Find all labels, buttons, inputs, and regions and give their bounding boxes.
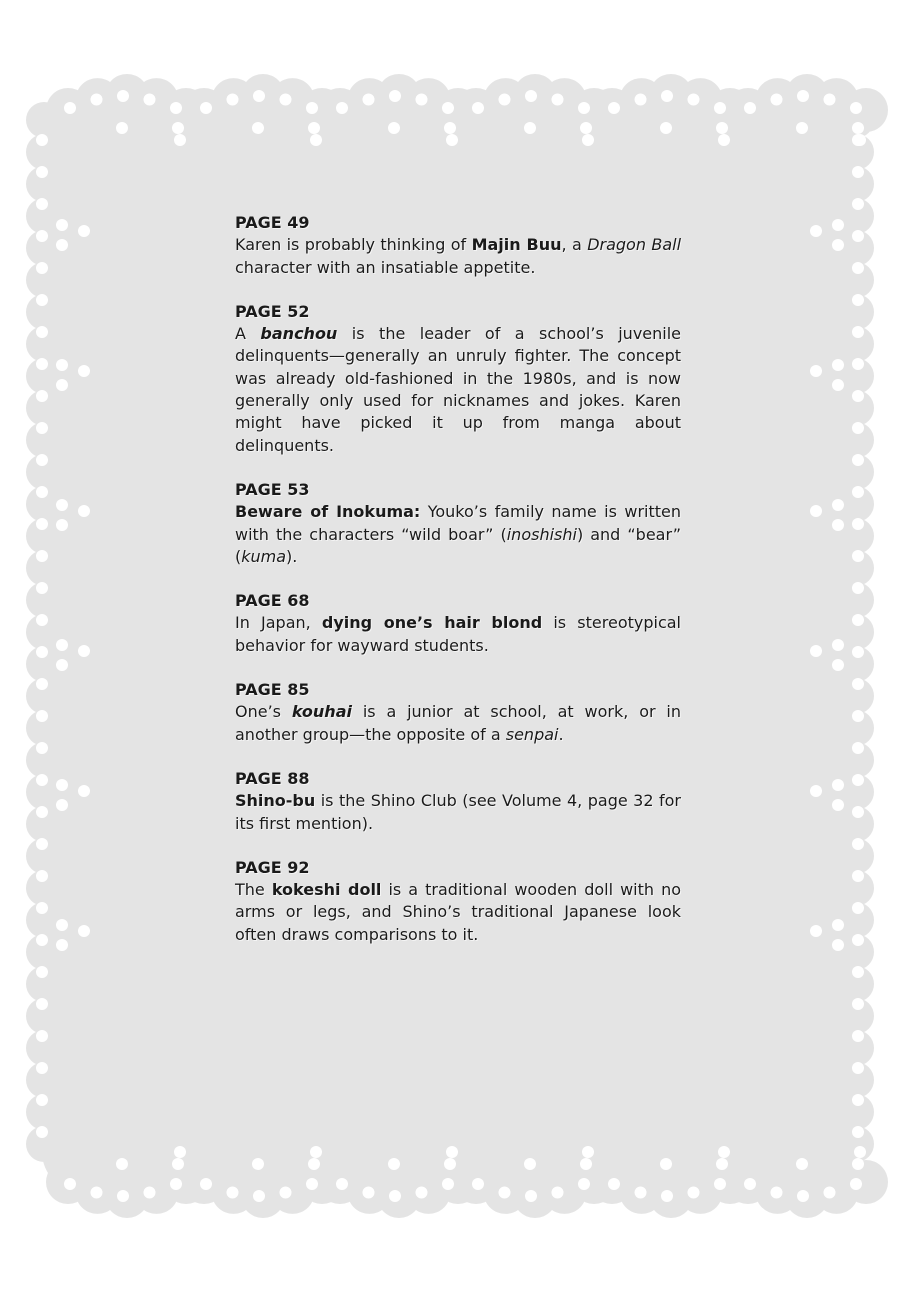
lace-eyelet bbox=[716, 122, 728, 134]
lace-eyelet bbox=[36, 198, 48, 210]
note-text-run: character with an insatiable appetite. bbox=[235, 257, 536, 277]
translation-notes bbox=[235, 212, 681, 968]
lace-eyelet bbox=[36, 614, 48, 626]
lace-eyelet bbox=[832, 219, 844, 231]
lace-eyelet bbox=[797, 90, 809, 102]
note-entry bbox=[235, 679, 681, 746]
note-text-run: is a traditional wooden doll with no arms or legs, and Shino’s traditional Japanese look often draws comparisons to it. bbox=[235, 880, 682, 944]
lace-eyelet bbox=[852, 1062, 864, 1074]
lace-eyelet bbox=[852, 1126, 864, 1138]
note-text bbox=[235, 234, 681, 279]
lace-eyelet bbox=[852, 934, 864, 946]
lace-eyelet bbox=[854, 1146, 866, 1158]
note-text bbox=[235, 501, 681, 568]
lace-eyelet bbox=[852, 166, 864, 178]
lace-eyelet bbox=[832, 919, 844, 931]
note-text-run: The bbox=[235, 880, 272, 900]
note-text-run: is the Shino Club (see Volume 4, page 32 for its first mention). bbox=[235, 791, 681, 833]
lace-eyelet bbox=[852, 198, 864, 210]
lace-eyelet bbox=[832, 499, 844, 511]
lace-eyelet bbox=[446, 134, 458, 146]
lace-eyelet bbox=[64, 102, 76, 114]
lace-eyelet bbox=[36, 742, 48, 754]
lace-eyelet bbox=[310, 134, 322, 146]
note-page-heading: PAGE 53 bbox=[235, 479, 310, 499]
lace-eyelet bbox=[308, 122, 320, 134]
lace-eyelet bbox=[688, 1186, 700, 1198]
lace-eyelet bbox=[552, 94, 564, 106]
lace-eyelet bbox=[852, 294, 864, 306]
lace-eyelet bbox=[78, 645, 90, 657]
lace-eyelet bbox=[660, 1158, 672, 1170]
lace-eyelet bbox=[116, 1158, 128, 1170]
note-text-run: Dragon Ball bbox=[587, 235, 682, 255]
lace-eyelet bbox=[852, 774, 864, 786]
lace-eyelet bbox=[852, 230, 864, 242]
lace-eyelet bbox=[444, 122, 456, 134]
note-text bbox=[235, 612, 681, 657]
note-page-heading: PAGE 68 bbox=[235, 591, 310, 611]
lace-eyelet bbox=[771, 1186, 783, 1198]
lace-eyelet bbox=[832, 779, 844, 791]
lace-eyelet bbox=[810, 785, 822, 797]
lace-eyelet bbox=[36, 870, 48, 882]
lace-eyelet bbox=[36, 294, 48, 306]
note-text-run: ) and “bear” ( bbox=[235, 524, 682, 566]
lace-eyelet bbox=[172, 122, 184, 134]
lace-eyelet bbox=[36, 486, 48, 498]
note-text-run: senpai bbox=[505, 724, 559, 744]
note-text-run: In Japan, bbox=[235, 613, 322, 633]
lace-eyelet bbox=[56, 519, 68, 531]
lace-eyelet bbox=[36, 134, 48, 146]
lace-eyelet bbox=[36, 774, 48, 786]
lace-eyelet bbox=[36, 326, 48, 338]
lace-eyelet bbox=[56, 359, 68, 371]
lace-eyelet bbox=[832, 659, 844, 671]
note-text-run: dying one’s hair blond bbox=[321, 613, 543, 633]
lace-eyelet bbox=[253, 90, 265, 102]
note-text-run: , a bbox=[561, 235, 588, 255]
lace-eyelet bbox=[56, 779, 68, 791]
lace-eyelet bbox=[578, 1178, 590, 1190]
lace-eyelet bbox=[832, 379, 844, 391]
lace-eyelet bbox=[852, 262, 864, 274]
lace-eyelet bbox=[56, 379, 68, 391]
lace-eyelet bbox=[714, 102, 726, 114]
note-text-run: Beware of Inokuma: bbox=[235, 502, 421, 522]
lace-eyelet bbox=[832, 939, 844, 951]
lace-eyelet bbox=[36, 166, 48, 178]
note-text-run: A bbox=[235, 324, 261, 344]
lace-eyelet bbox=[36, 230, 48, 242]
lace-eyelet bbox=[36, 262, 48, 274]
note-page-heading: PAGE 88 bbox=[235, 768, 310, 788]
lace-eyelet bbox=[91, 94, 103, 106]
lace-eyelet bbox=[852, 838, 864, 850]
lace-eyelet bbox=[852, 134, 864, 146]
note-text-run: Majin Buu bbox=[471, 235, 562, 255]
note-text-run: Youko’s family name is written with the characters “wild boar” ( bbox=[235, 502, 681, 544]
lace-eyelet bbox=[524, 1158, 536, 1170]
lace-eyelet bbox=[744, 1178, 756, 1190]
lace-eyelet bbox=[446, 1146, 458, 1158]
lace-eyelet bbox=[144, 94, 156, 106]
lace-eyelet bbox=[416, 94, 428, 106]
note-text-run: banchou bbox=[260, 324, 338, 344]
lace-eyelet bbox=[635, 94, 647, 106]
note-entry bbox=[235, 212, 681, 279]
lace-eyelet bbox=[389, 90, 401, 102]
lace-eyelet bbox=[36, 646, 48, 658]
note-entry bbox=[235, 479, 681, 568]
note-text-run: Karen is probably thinking of bbox=[235, 235, 472, 255]
lace-eyelet bbox=[36, 582, 48, 594]
note-text bbox=[235, 323, 681, 457]
lace-eyelet bbox=[78, 785, 90, 797]
lace-eyelet bbox=[36, 1126, 48, 1138]
lace-eyelet bbox=[78, 225, 90, 237]
lace-eyelet bbox=[56, 919, 68, 931]
note-text-run: kouhai bbox=[291, 702, 352, 722]
lace-eyelet bbox=[580, 122, 592, 134]
lace-eyelet bbox=[416, 1186, 428, 1198]
note-text bbox=[235, 701, 681, 746]
lace-eyelet bbox=[36, 838, 48, 850]
lace-eyelet bbox=[336, 102, 348, 114]
lace-eyelet bbox=[771, 94, 783, 106]
lace-eyelet bbox=[308, 1158, 320, 1170]
lace-eyelet bbox=[56, 939, 68, 951]
lace-eyelet bbox=[499, 94, 511, 106]
lace-eyelet bbox=[56, 799, 68, 811]
lace-eyelet bbox=[56, 499, 68, 511]
note-text-run: kokeshi doll bbox=[271, 880, 382, 900]
note-text-run: inoshishi bbox=[506, 524, 577, 544]
lace-eyelet bbox=[850, 1178, 862, 1190]
lace-eyelet bbox=[850, 102, 862, 114]
lace-eyelet bbox=[852, 390, 864, 402]
lace-eyelet bbox=[117, 1190, 129, 1202]
lace-eyelet bbox=[852, 902, 864, 914]
lace-eyelet bbox=[810, 925, 822, 937]
lace-eyelet bbox=[56, 659, 68, 671]
lace-eyelet bbox=[525, 90, 537, 102]
note-page-heading: PAGE 52 bbox=[235, 301, 310, 321]
lace-eyelet bbox=[116, 122, 128, 134]
lace-eyelet bbox=[174, 1146, 186, 1158]
lace-eyelet bbox=[852, 678, 864, 690]
lace-eyelet bbox=[280, 94, 292, 106]
lace-eyelet bbox=[64, 1178, 76, 1190]
lace-eyelet bbox=[716, 1158, 728, 1170]
lace-eyelet bbox=[56, 219, 68, 231]
lace-eyelet bbox=[832, 799, 844, 811]
lace-eyelet bbox=[852, 550, 864, 562]
lace-eyelet bbox=[661, 1190, 673, 1202]
lace-eyelet bbox=[363, 1186, 375, 1198]
lace-eyelet bbox=[578, 102, 590, 114]
lace-eyelet bbox=[852, 1094, 864, 1106]
lace-eyelet bbox=[227, 1186, 239, 1198]
lace-eyelet bbox=[36, 678, 48, 690]
lace-eyelet bbox=[36, 902, 48, 914]
lace-eyelet bbox=[852, 582, 864, 594]
lace-eyelet bbox=[388, 1158, 400, 1170]
lace-eyelet bbox=[810, 365, 822, 377]
lace-eyelet bbox=[824, 94, 836, 106]
lace-eyelet bbox=[442, 1178, 454, 1190]
lace-eyelet bbox=[117, 90, 129, 102]
lace-eyelet bbox=[36, 966, 48, 978]
lace-eyelet bbox=[78, 925, 90, 937]
lace-eyelet bbox=[91, 1186, 103, 1198]
lace-eyelet bbox=[36, 1062, 48, 1074]
lace-eyelet bbox=[582, 1146, 594, 1158]
lace-eyelet bbox=[36, 710, 48, 722]
note-text-run: is the leader of a school’s juvenile delinquents—generally an unruly fighter. The concept was already old-fashioned in the 1980s, and is now generally only used for nicknames and jokes. Karen might have picked it up from manga about delinquents. bbox=[235, 324, 682, 455]
lace-eyelet bbox=[78, 365, 90, 377]
note-entry bbox=[235, 857, 681, 946]
lace-eyelet bbox=[200, 102, 212, 114]
lace-eyelet bbox=[170, 1178, 182, 1190]
lace-eyelet bbox=[832, 639, 844, 651]
lace-eyelet bbox=[36, 550, 48, 562]
lace-eyelet bbox=[280, 1186, 292, 1198]
lace-eyelet bbox=[36, 358, 48, 370]
lace-eyelet bbox=[852, 646, 864, 658]
lace-eyelet bbox=[635, 1186, 647, 1198]
lace-eyelet bbox=[744, 102, 756, 114]
lace-eyelet bbox=[852, 742, 864, 754]
note-entry bbox=[235, 768, 681, 835]
lace-eyelet bbox=[797, 1190, 809, 1202]
lace-eyelet bbox=[36, 1030, 48, 1042]
lace-eyelet bbox=[608, 1178, 620, 1190]
lace-eyelet bbox=[444, 1158, 456, 1170]
note-text-run: is stereotypical behavior for wayward students. bbox=[235, 613, 682, 655]
lace-eyelet bbox=[852, 1158, 864, 1170]
note-text-run: One’s bbox=[235, 702, 292, 722]
lace-eyelet bbox=[810, 225, 822, 237]
lace-eyelet bbox=[524, 122, 536, 134]
lace-eyelet bbox=[810, 505, 822, 517]
note-text-run: . bbox=[558, 724, 564, 744]
lace-eyelet bbox=[852, 122, 864, 134]
lace-eyelet bbox=[582, 134, 594, 146]
lace-eyelet bbox=[810, 645, 822, 657]
lace-eyelet bbox=[824, 1186, 836, 1198]
lace-eyelet bbox=[525, 1190, 537, 1202]
lace-eyelet bbox=[144, 1186, 156, 1198]
lace-eyelet bbox=[306, 102, 318, 114]
lace-eyelet bbox=[389, 1190, 401, 1202]
lace-eyelet bbox=[36, 934, 48, 946]
lace-eyelet bbox=[832, 359, 844, 371]
lace-eyelet bbox=[661, 90, 673, 102]
lace-eyelet bbox=[56, 639, 68, 651]
lace-eyelet bbox=[852, 486, 864, 498]
note-page-heading: PAGE 85 bbox=[235, 680, 310, 700]
lace-eyelet bbox=[852, 614, 864, 626]
lace-eyelet bbox=[499, 1186, 511, 1198]
lace-eyelet bbox=[253, 1190, 265, 1202]
lace-eyelet bbox=[336, 1178, 348, 1190]
note-entry bbox=[235, 301, 681, 457]
lace-eyelet bbox=[832, 239, 844, 251]
lace-eyelet bbox=[472, 102, 484, 114]
lace-eyelet bbox=[832, 519, 844, 531]
lace-eyelet bbox=[688, 94, 700, 106]
lace-eyelet bbox=[852, 422, 864, 434]
lace-eyelet bbox=[36, 1094, 48, 1106]
lace-eyelet bbox=[388, 122, 400, 134]
note-entry bbox=[235, 590, 681, 657]
lace-eyelet bbox=[56, 239, 68, 251]
lace-eyelet bbox=[36, 518, 48, 530]
lace-eyelet bbox=[852, 518, 864, 530]
lace-eyelet bbox=[227, 94, 239, 106]
note-text bbox=[235, 879, 681, 946]
lace-eyelet bbox=[200, 1178, 212, 1190]
lace-eyelet bbox=[363, 94, 375, 106]
lace-eyelet bbox=[552, 1186, 564, 1198]
lace-eyelet bbox=[796, 122, 808, 134]
lace-eyelet bbox=[36, 998, 48, 1010]
lace-eyelet bbox=[252, 1158, 264, 1170]
lace-eyelet bbox=[580, 1158, 592, 1170]
note-text-run: ). bbox=[286, 546, 298, 566]
lace-eyelet bbox=[852, 870, 864, 882]
note-text-run: Shino-bu bbox=[235, 791, 316, 811]
lace-eyelet bbox=[36, 454, 48, 466]
lace-eyelet bbox=[852, 806, 864, 818]
note-text bbox=[235, 790, 681, 835]
lace-eyelet bbox=[78, 505, 90, 517]
lace-eyelet bbox=[36, 806, 48, 818]
lace-eyelet bbox=[660, 122, 672, 134]
lace-eyelet bbox=[852, 1030, 864, 1042]
lace-scallop bbox=[26, 102, 62, 138]
lace-eyelet bbox=[36, 390, 48, 402]
lace-eyelet bbox=[310, 1146, 322, 1158]
lace-eyelet bbox=[852, 358, 864, 370]
lace-eyelet bbox=[852, 710, 864, 722]
lace-eyelet bbox=[718, 134, 730, 146]
lace-eyelet bbox=[472, 1178, 484, 1190]
lace-eyelet bbox=[36, 422, 48, 434]
lace-eyelet bbox=[852, 998, 864, 1010]
lace-eyelet bbox=[714, 1178, 726, 1190]
lace-eyelet bbox=[852, 454, 864, 466]
lace-eyelet bbox=[608, 102, 620, 114]
lace-eyelet bbox=[442, 102, 454, 114]
lace-eyelet bbox=[252, 122, 264, 134]
note-page-heading: PAGE 49 bbox=[235, 213, 310, 232]
note-text-run: kuma bbox=[241, 546, 287, 566]
lace-eyelet bbox=[174, 134, 186, 146]
lace-eyelet bbox=[172, 1158, 184, 1170]
lace-eyelet bbox=[718, 1146, 730, 1158]
lace-eyelet bbox=[306, 1178, 318, 1190]
note-text-run: is a junior at school, at work, or in another group—the opposite of a bbox=[235, 702, 681, 744]
lace-eyelet bbox=[170, 102, 182, 114]
note-page-heading: PAGE 92 bbox=[235, 857, 310, 877]
lace-eyelet bbox=[852, 966, 864, 978]
lace-eyelet bbox=[796, 1158, 808, 1170]
lace-eyelet bbox=[852, 326, 864, 338]
